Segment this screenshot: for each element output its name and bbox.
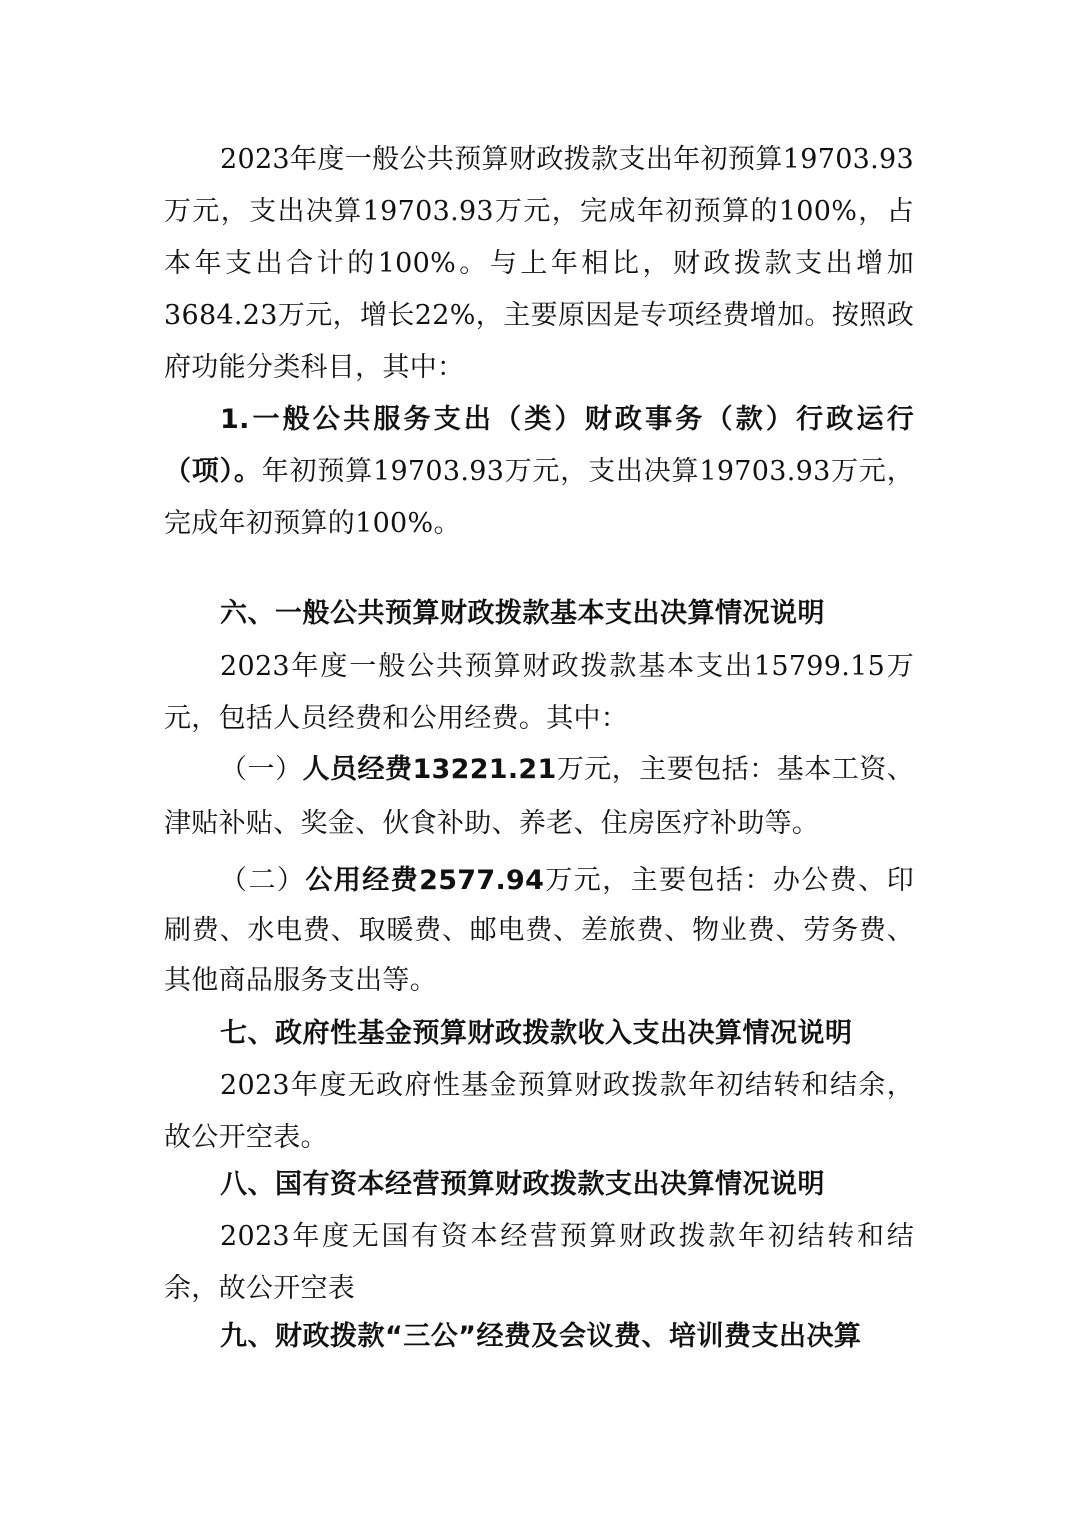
public-expense-text: 万元，主要包括：办公费、印刷费、水电费、取暖费、邮电费、差旅费、物业费、劳务费、其他商品服务支出等。 [164, 865, 914, 996]
section-8-heading: 八、国有资本经营预算财政拨款支出决算情况说明 [220, 1169, 825, 1200]
personnel-expense-prefix: （一） [220, 754, 303, 785]
expenditure-summary-paragraph: 2023年度一般公共预算财政拨款支出年初预算19703.93万元，支出决算19703.93万元，完成年初预算的100%，占本年支出合计的100%。与上年相比，财政拨款支出增加3684.23万元，增长22%，主要原因是专项经费增加。按照政府功能分类科目，其中： [164, 144, 914, 383]
item-1-text: 年初预算19703.93万元，支出决算19703.93万元，完成年初预算的100%。 [164, 456, 914, 539]
public-expense-prefix: （二） [220, 865, 306, 896]
personnel-expense-amount: 人员经费13221.21 [302, 754, 557, 785]
section-8-paragraph: 2023年度无国有资本经营预算财政拨款年初结转和结余，故公开空表 [164, 1221, 914, 1304]
section-7-heading: 七、政府性基金预算财政拨款收入支出决算情况说明 [220, 1018, 853, 1049]
personnel-expense-text: 万元，主要包括：基本工资、津贴补贴、奖金、伙食补助、养老、住房医疗补助等。 [164, 754, 915, 839]
section-6-heading: 六、一般公共预算财政拨款基本支出决算情况说明 [220, 598, 825, 629]
section-7-paragraph: 2023年度无政府性基金预算财政拨款年初结转和结余，故公开空表。 [164, 1070, 914, 1153]
item-1-title: 1.一般公共服务支出（类）财政事务（款）行政运行（项）。 [164, 404, 914, 487]
section-6-paragraph: 2023年度一般公共预算财政拨款基本支出15799.15万元，包括人员经费和公用经费。其中： [164, 651, 914, 734]
public-expense-paragraph [164, 856, 914, 1006]
item-1-paragraph [164, 394, 914, 550]
personnel-expense-paragraph [164, 743, 914, 851]
section-9-heading: 九、财政拨款“三公”经费及会议费、培训费支出决算 [220, 1321, 862, 1352]
public-expense-amount: 公用经费2577.94 [305, 865, 545, 896]
